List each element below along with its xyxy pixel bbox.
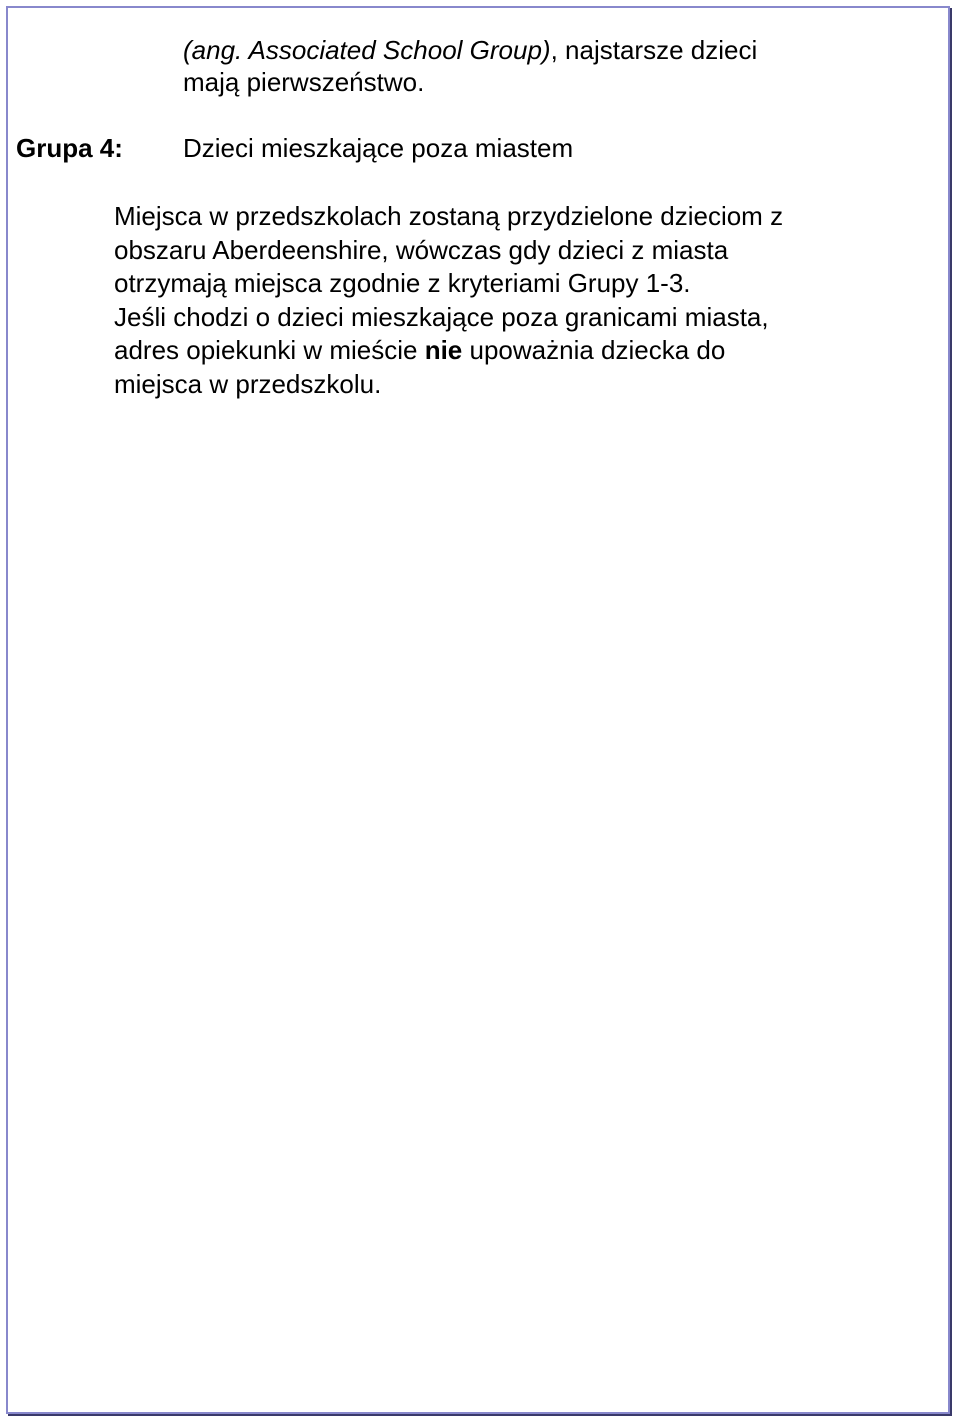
continuation-italic-term: (ang. Associated School Group): [183, 35, 551, 65]
group-4-description: Dzieci mieszkające poza miastem: [183, 133, 574, 163]
paragraph-line-4: Jeśli chodzi o dzieci mieszkające poza granicami miasta,: [114, 301, 769, 332]
continuation-line-1: [183, 34, 757, 66]
paragraph-line-1: Miejsca w przedszkolach zostaną przydzielone dzieciom z: [114, 201, 784, 231]
paragraph-line-3: otrzymają miejsca zgodnie z kryteriami Grupy 1-3.: [114, 268, 691, 298]
paragraph-line-5-before: adres opiekunki w mieście: [114, 335, 425, 365]
group-4-paragraph: [114, 200, 874, 401]
paragraph-line-2: obszaru Aberdeenshire, wówczas gdy dzieci z miasta: [114, 234, 729, 265]
paragraph-line-6: miejsca w przedszkolu.: [114, 368, 382, 399]
paragraph-line-5: [114, 334, 874, 368]
group-4-label: Grupa 4:: [16, 133, 123, 163]
continuation-line-1-rest: , najstarsze dzieci: [550, 35, 758, 65]
paragraph-line-5-after: upoważnia dziecka do: [462, 335, 726, 365]
paragraph-emphasis-nie: nie: [424, 335, 463, 365]
continuation-line-2: mają pierwszeństwo.: [183, 67, 425, 97]
